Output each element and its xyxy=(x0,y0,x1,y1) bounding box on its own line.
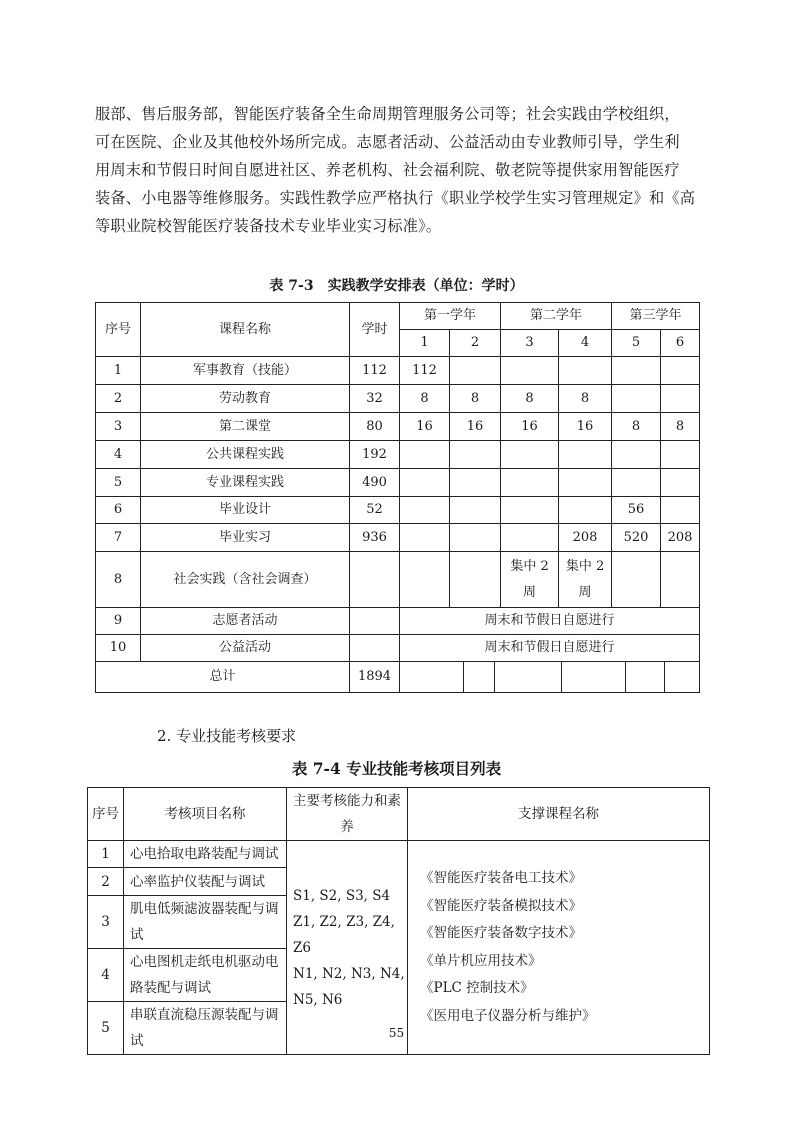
term-hours xyxy=(400,469,450,497)
term-hours: 8 xyxy=(400,385,450,413)
term-hours: 16 xyxy=(501,413,559,441)
term-hours: 16 xyxy=(559,413,612,441)
course-line: 《智能医疗装备数字技术》 xyxy=(420,925,582,941)
schedule-note: 周末和节假日自愿进行 xyxy=(400,635,700,662)
term-hours xyxy=(661,441,700,469)
body-paragraph xyxy=(95,100,705,240)
paragraph-line: 装备、小电器等维修服务。实践性教学应严格执行《职业学校学生实习管理规定》和《高 xyxy=(95,189,696,207)
row-no: 7 xyxy=(96,524,141,552)
term-hours xyxy=(661,385,700,413)
paragraph-line: 等职业院校智能医疗装备技术专业毕业实习标准》。 xyxy=(95,217,442,235)
term-hours xyxy=(501,524,559,552)
item-no: 5 xyxy=(88,1002,124,1055)
row-no: 3 xyxy=(96,413,141,441)
term-hours xyxy=(559,497,612,524)
term-hours: 8 xyxy=(559,385,612,413)
table-row xyxy=(96,608,700,635)
course-hours: 80 xyxy=(350,413,400,441)
courses-cell xyxy=(408,841,710,1055)
course-line: 《医用电子仪器分析与维护》 xyxy=(420,1007,596,1024)
table-row xyxy=(88,841,710,868)
header-abilities: 主要考核能力和素养 xyxy=(287,788,408,841)
item-name: 心电图机走纸电机驱动电路装配与调试 xyxy=(124,949,287,1002)
term-hours xyxy=(501,357,559,385)
header-term: 6 xyxy=(661,330,700,357)
term-hours xyxy=(450,524,501,552)
term-hours: 208 xyxy=(559,524,612,552)
total-cell xyxy=(495,662,562,692)
term-hours xyxy=(501,469,559,497)
course-name: 公益活动 xyxy=(141,635,350,662)
term-hours xyxy=(400,524,450,552)
course-name: 毕业实习 xyxy=(141,524,350,552)
term-hours xyxy=(661,552,700,608)
table1-total-row xyxy=(96,662,700,693)
item-no: 2 xyxy=(88,868,124,896)
header-term: 5 xyxy=(612,330,661,357)
course-name: 社会实践（含社会调查） xyxy=(141,552,350,608)
row-no: 4 xyxy=(96,441,141,469)
header-hours: 学时 xyxy=(350,303,400,357)
practice-teaching-table xyxy=(95,302,700,693)
course-line: 《单片机应用技术》 xyxy=(420,952,542,969)
paragraph-line: 用周末和节假日时间自愿进社区、养老机构、社会福利院、敬老院等提供家用智能医疗 xyxy=(95,161,680,179)
table-row xyxy=(96,552,700,608)
term-hours xyxy=(450,441,501,469)
item-name: 串联直流稳压源装配与调试 xyxy=(124,1002,287,1055)
paragraph-line: 服部、售后服务部，智能医疗装备全生命周期管理服务公司等；社会实践由学校组织， xyxy=(95,105,680,123)
course-hours: 52 xyxy=(350,497,400,524)
header-no: 序号 xyxy=(96,303,141,357)
table-row xyxy=(96,497,700,524)
term-hours xyxy=(501,441,559,469)
course-name: 军事教育（技能） xyxy=(141,357,350,385)
term-hours: 集中 2 周 xyxy=(559,552,612,608)
row-no: 8 xyxy=(96,552,141,608)
term-hours: 集中 2 周 xyxy=(501,552,559,608)
table2-header-row xyxy=(88,788,710,841)
header-year3: 第三学年 xyxy=(612,303,700,330)
ability-line: S1, S2, S3, S4 xyxy=(293,887,391,904)
table2-caption: 表 7-4 专业技能考核项目列表 xyxy=(291,759,502,778)
row-no: 10 xyxy=(96,635,141,662)
term-hours xyxy=(661,469,700,497)
page-number: 55 xyxy=(388,1026,405,1040)
term-hours: 112 xyxy=(400,357,450,385)
course-name: 志愿者活动 xyxy=(141,608,350,635)
term-hours xyxy=(612,552,661,608)
total-cell xyxy=(626,662,665,692)
header-year2: 第二学年 xyxy=(501,303,612,330)
total-cell xyxy=(665,662,699,692)
term-hours: 8 xyxy=(661,413,700,441)
section-heading: 2. 专业技能考核要求 xyxy=(157,727,297,745)
term-hours xyxy=(612,441,661,469)
ability-line: N1, N2, N3, N4, N5, N6 xyxy=(293,965,405,1008)
skills-assessment-table xyxy=(87,787,710,1055)
table-row xyxy=(96,357,700,385)
term-hours xyxy=(559,469,612,497)
term-hours xyxy=(559,441,612,469)
item-name: 心电拾取电路装配与调试 xyxy=(124,841,287,868)
header-term: 4 xyxy=(559,330,612,357)
term-hours: 8 xyxy=(450,385,501,413)
term-hours xyxy=(661,357,700,385)
term-hours xyxy=(400,441,450,469)
term-hours xyxy=(450,497,501,524)
term-hours: 56 xyxy=(612,497,661,524)
table-row xyxy=(96,524,700,552)
course-line: 《智能医疗装备模拟技术》 xyxy=(420,897,582,914)
course-hours: 490 xyxy=(350,469,400,497)
row-no: 9 xyxy=(96,608,141,635)
term-hours xyxy=(450,357,501,385)
header-term: 3 xyxy=(501,330,559,357)
course-hours xyxy=(350,608,400,635)
table-row xyxy=(96,469,700,497)
term-hours: 8 xyxy=(501,385,559,413)
total-cell xyxy=(464,662,495,692)
term-hours xyxy=(612,469,661,497)
item-no: 3 xyxy=(88,896,124,949)
course-hours xyxy=(350,635,400,662)
table-row xyxy=(96,385,700,413)
course-line: 《PLC 控制技术》 xyxy=(420,980,534,996)
course-hours: 192 xyxy=(350,441,400,469)
abilities-cell xyxy=(287,841,408,1055)
term-hours xyxy=(661,497,700,524)
course-name: 专业课程实践 xyxy=(141,469,350,497)
header-course-name: 课程名称 xyxy=(141,303,350,357)
item-no: 1 xyxy=(88,841,124,868)
item-name: 肌电低频滤波器装配与调试 xyxy=(124,896,287,949)
term-hours xyxy=(400,497,450,524)
table1-header-row xyxy=(96,303,700,330)
table-row xyxy=(96,635,700,662)
total-empty-cells xyxy=(400,662,700,693)
table1-caption: 表 7-3 实践教学安排表（单位：学时） xyxy=(269,278,524,294)
row-no: 5 xyxy=(96,469,141,497)
course-name: 公共课程实践 xyxy=(141,441,350,469)
item-no: 4 xyxy=(88,949,124,1002)
course-line: 《智能医疗装备电工技术》 xyxy=(420,870,582,886)
course-hours: 32 xyxy=(350,385,400,413)
row-no: 6 xyxy=(96,497,141,524)
total-cell xyxy=(400,662,464,692)
term-hours: 16 xyxy=(400,413,450,441)
header-term: 2 xyxy=(450,330,501,357)
course-name: 第二课堂 xyxy=(141,413,350,441)
course-hours: 112 xyxy=(350,357,400,385)
course-hours xyxy=(350,552,400,608)
ability-line: Z1, Z2, Z3, Z4, Z6 xyxy=(293,913,395,956)
total-hours: 1894 xyxy=(350,662,400,693)
term-hours: 208 xyxy=(661,524,700,552)
term-hours xyxy=(450,469,501,497)
course-name: 毕业设计 xyxy=(141,497,350,524)
term-hours xyxy=(612,385,661,413)
term-hours: 16 xyxy=(450,413,501,441)
term-hours: 520 xyxy=(612,524,661,552)
term-hours xyxy=(501,497,559,524)
header-term: 1 xyxy=(400,330,450,357)
term-hours xyxy=(400,552,450,608)
table-row xyxy=(96,441,700,469)
total-label: 总计 xyxy=(96,662,350,693)
course-name: 劳动教育 xyxy=(141,385,350,413)
schedule-note: 周末和节假日自愿进行 xyxy=(400,608,700,635)
term-hours xyxy=(559,357,612,385)
header-no: 序号 xyxy=(88,788,124,841)
header-item-name: 考核项目名称 xyxy=(124,788,287,841)
term-hours: 8 xyxy=(612,413,661,441)
row-no: 1 xyxy=(96,357,141,385)
term-hours xyxy=(450,552,501,608)
paragraph-line: 可在医院、企业及其他校外场所完成。志愿者活动、公益活动由专业教师引导，学生利 xyxy=(95,133,680,151)
term-hours xyxy=(612,357,661,385)
course-hours: 936 xyxy=(350,524,400,552)
table-row xyxy=(96,413,700,441)
row-no: 2 xyxy=(96,385,141,413)
header-year1: 第一学年 xyxy=(400,303,501,330)
header-courses: 支撑课程名称 xyxy=(408,788,710,841)
total-cell xyxy=(562,662,626,692)
item-name: 心率监护仪装配与调试 xyxy=(124,868,287,896)
